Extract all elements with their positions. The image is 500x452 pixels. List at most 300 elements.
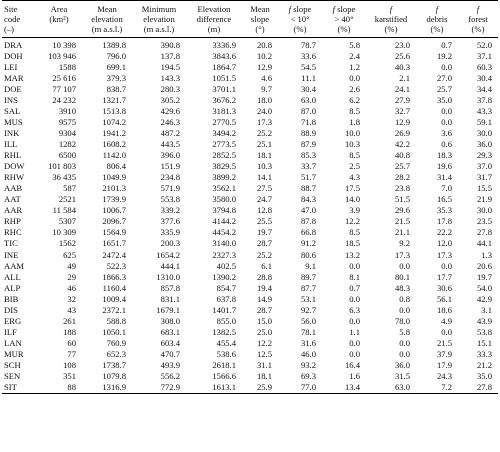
cell-mean_elev: 1651.7: [102, 238, 126, 249]
cell-mean_elev: 1050.1: [102, 326, 126, 337]
cell-site: MAR: [4, 72, 24, 83]
cell-mean_slope: 12.2: [256, 337, 272, 348]
column-header-line: code: [4, 14, 21, 25]
cell-elev_diff: 3829.5: [212, 161, 236, 172]
cell-mean_elev: 2472.4: [102, 249, 126, 260]
cell-site: RHL: [4, 150, 22, 161]
cell-site: LEI: [4, 61, 18, 72]
cell-slope_gt40: 2.5: [349, 161, 360, 172]
cell-karstified: 0.8: [399, 293, 410, 304]
cell-forest: 21.2: [476, 359, 492, 370]
cell-debris: 18.6: [436, 304, 452, 315]
cell-forest: 59.1: [476, 116, 492, 127]
cell-area: 10 398: [52, 39, 76, 50]
cell-karstified: 36.0: [394, 359, 410, 370]
cell-forest: 30.0: [476, 127, 492, 138]
cell-slope_lt10: 69.3: [300, 371, 316, 382]
cell-elev_diff: 3562.1: [212, 183, 236, 194]
cell-mean_elev: 1564.9: [102, 227, 126, 238]
cell-mean_slope: 12.5: [256, 348, 272, 359]
cell-site: ILL: [4, 139, 18, 150]
cell-karstified: 40.3: [394, 61, 410, 72]
column-header-line: forest: [468, 14, 488, 25]
cell-elev_diff: 3794.8: [212, 205, 236, 216]
cell-debris: 17.8: [436, 216, 452, 227]
cell-forest: 43.3: [476, 105, 492, 116]
cell-area: 2521: [58, 194, 76, 205]
cell-slope_lt10: 47.0: [300, 205, 316, 216]
cell-min_elev: 335.9: [160, 227, 180, 238]
cell-debris: 4.9: [441, 315, 452, 326]
cell-mean_slope: 19.7: [256, 227, 272, 238]
column-header-debris: [416, 1, 458, 38]
table-body: [2, 37, 498, 394]
cell-slope_gt40: 6.3: [349, 304, 360, 315]
cell-slope_gt40: 1.8: [349, 116, 360, 127]
cell-mean_elev: 1739.9: [102, 194, 126, 205]
cell-site: AAT: [4, 194, 21, 205]
cell-debris: 18.3: [436, 150, 452, 161]
cell-slope_lt10: 31.6: [300, 337, 316, 348]
cell-min_elev: 1654.2: [156, 249, 180, 260]
cell-mean_slope: 24.7: [256, 194, 272, 205]
cell-forest: 30.4: [476, 72, 492, 83]
cell-karstified: 23.0: [394, 39, 410, 50]
column-header-line: f: [476, 4, 480, 14]
cell-site: BIB: [4, 293, 19, 304]
cell-min_elev: 246.3: [160, 116, 180, 127]
cell-slope_gt40: 3.9: [349, 205, 360, 216]
cell-debris: 19.2: [436, 50, 452, 61]
cell-debris: 22.2: [436, 227, 452, 238]
cell-debris: 0.0: [441, 116, 452, 127]
cell-elev_diff: 402.5: [216, 260, 236, 271]
cell-area: 108: [63, 359, 76, 370]
cell-slope_lt10: 80.6: [300, 249, 316, 260]
cell-area: 1282: [58, 139, 76, 150]
cell-mean_slope: 9.7: [261, 83, 272, 94]
cell-mean_elev: 1321.7: [102, 94, 126, 105]
cell-elev_diff: 1613.1: [186, 382, 242, 394]
cell-mean_slope: 25.9: [242, 382, 278, 394]
cell-karstified: 2.1: [399, 72, 410, 83]
cell-debris: 24.3: [436, 371, 452, 382]
cell-mean_slope: 10.3: [256, 161, 272, 172]
column-header-line: (%): [430, 24, 444, 35]
cell-area: 6500: [58, 150, 76, 161]
column-header-line: f: [389, 4, 393, 14]
cell-slope_gt40: 6.2: [349, 94, 360, 105]
cell-site: RHW: [4, 172, 25, 183]
cell-site: ERG: [4, 315, 22, 326]
cell-elev_diff: 637.8: [216, 293, 236, 304]
cell-karstified: 29.6: [394, 205, 410, 216]
cell-area: 9575: [58, 116, 76, 127]
cell-slope_lt10: 33.7: [300, 161, 316, 172]
cell-elev_diff: 2618.1: [212, 359, 236, 370]
cell-area: 9304: [58, 127, 76, 138]
cell-site: AAM: [4, 260, 25, 271]
cell-forest: 37.8: [476, 94, 492, 105]
cell-site: LAN: [4, 337, 22, 348]
cell-slope_lt10: 71.8: [300, 116, 316, 127]
column-header-line: > 40°: [334, 14, 354, 25]
table-row: [2, 183, 498, 194]
cell-area: 11 584: [52, 205, 76, 216]
cell-forest: 23.5: [476, 216, 492, 227]
table-row: [2, 172, 498, 183]
cell-slope_gt40: 0.0: [349, 260, 360, 271]
cell-min_elev: 603.4: [160, 337, 180, 348]
cell-karstified: 0.0: [399, 260, 410, 271]
table-row: [2, 194, 498, 205]
cell-slope_gt40: 0.7: [349, 282, 360, 293]
cell-mean_slope: 12.9: [256, 61, 272, 72]
cell-debris: 16.5: [436, 194, 452, 205]
cell-area: 24 232: [52, 94, 76, 105]
cell-debris: 0.7: [441, 39, 452, 50]
cell-min_elev: 234.8: [160, 172, 180, 183]
cell-debris: 19.6: [436, 161, 452, 172]
cell-slope_gt40: 12.2: [344, 216, 360, 227]
cell-elev_diff: 538.6: [216, 348, 236, 359]
table-row: [2, 227, 498, 238]
cell-mean_elev: 1160.4: [102, 282, 126, 293]
column-header-line: f slope: [288, 4, 312, 14]
cell-forest: 34.4: [476, 83, 492, 94]
cell-karstified: 0.0: [399, 348, 410, 359]
cell-slope_lt10: 87.0: [300, 105, 316, 116]
cell-area: 101 803: [48, 161, 76, 172]
column-header-mean_elev: [82, 1, 132, 38]
cell-site: INS: [4, 94, 18, 105]
table-row: [2, 139, 498, 150]
cell-mean_slope: 10.2: [256, 50, 272, 61]
cell-site: ALP: [4, 282, 21, 293]
cell-mean_slope: 25.2: [256, 127, 272, 138]
cell-area: 351: [63, 371, 76, 382]
column-header-line: Site: [4, 4, 18, 14]
cell-debris: 17.3: [436, 249, 452, 260]
cell-debris: 35.0: [436, 94, 452, 105]
column-header-line: < 10°: [290, 14, 310, 25]
cell-forest: 43.9: [476, 315, 492, 326]
cell-mean_slope: 25.2: [256, 249, 272, 260]
cell-debris: 37.9: [436, 348, 452, 359]
cell-slope_gt40: 0.0: [349, 337, 360, 348]
cell-site: SAL: [4, 105, 21, 116]
cell-mean_slope: 25.5: [256, 216, 272, 227]
cell-slope_lt10: 30.4: [300, 83, 316, 94]
table-header: [2, 1, 498, 38]
cell-elev_diff: 3843.6: [212, 50, 236, 61]
cell-forest: 37.1: [476, 50, 492, 61]
cell-min_elev: 470.7: [160, 348, 180, 359]
cell-min_elev: 1679.1: [156, 304, 180, 315]
cell-mean_slope: 27.5: [256, 183, 272, 194]
cell-min_elev: 137.8: [160, 50, 180, 61]
cell-karstified: 32.7: [394, 105, 410, 116]
cell-slope_gt40: 4.3: [349, 172, 360, 183]
table-row: [2, 37, 498, 51]
cell-forest: 30.0: [476, 205, 492, 216]
cell-forest: 15.5: [476, 183, 492, 194]
cell-area: 49: [67, 260, 76, 271]
cell-slope_gt40: 13.2: [344, 249, 360, 260]
column-header-line: Area: [50, 4, 68, 14]
column-header-slope_gt40: [322, 1, 366, 38]
cell-site: RHC: [4, 227, 22, 238]
cell-min_elev: 308.0: [160, 315, 180, 326]
column-header-elev_diff: [186, 1, 242, 38]
cell-elev_diff: 854.7: [216, 282, 236, 293]
cell-debris: 56.1: [436, 293, 452, 304]
cell-slope_lt10: 9.1: [305, 260, 316, 271]
cell-site: ALL: [4, 271, 21, 282]
cell-mean_slope: 20.8: [256, 39, 272, 50]
cell-area: 77 107: [52, 83, 76, 94]
cell-slope_gt40: 17.5: [344, 183, 360, 194]
cell-debris: 0.0: [441, 326, 452, 337]
cell-debris: 0.0: [441, 260, 452, 271]
cell-elev_diff: 3580.0: [212, 194, 236, 205]
table-row: [2, 272, 498, 283]
cell-forest: 19.7: [476, 271, 492, 282]
cell-site: DOW: [4, 161, 25, 172]
cell-elev_diff: 455.4: [216, 337, 236, 348]
cell-slope_lt10: 87.8: [300, 216, 316, 227]
cell-forest: 33.3: [476, 348, 492, 359]
cell-site: DRA: [4, 39, 23, 50]
cell-area: 625: [63, 249, 76, 260]
cell-elev_diff: 855.0: [216, 315, 236, 326]
cell-karstified: 24.1: [394, 83, 410, 94]
cell-debris: 0.0: [441, 61, 452, 72]
table-row: [2, 73, 498, 84]
cell-slope_lt10: 88.7: [300, 183, 316, 194]
cell-karstified: 27.9: [394, 94, 410, 105]
cell-karstified: 9.2: [399, 238, 410, 249]
cell-min_elev: 151.9: [160, 161, 180, 172]
cell-min_elev: 556.2: [160, 371, 180, 382]
cell-slope_lt10: 84.3: [300, 194, 316, 205]
cell-elev_diff: 2327.3: [212, 249, 236, 260]
cell-slope_lt10: 66.8: [300, 227, 316, 238]
cell-forest: 3.1: [481, 304, 492, 315]
column-header-line: elevation: [91, 14, 123, 25]
cell-forest: 44.1: [476, 238, 492, 249]
cell-slope_gt40: 0.0: [349, 348, 360, 359]
cell-mean_elev: 699.1: [106, 61, 126, 72]
cell-mean_elev: 1513.8: [102, 105, 126, 116]
cell-slope_lt10: 88.9: [300, 127, 316, 138]
cell-elev_diff: 1051.5: [212, 72, 236, 83]
cell-site: SIT: [2, 382, 36, 394]
table-row: [2, 382, 498, 394]
cell-karstified: 48.3: [394, 282, 410, 293]
cell-min_elev: 429.6: [160, 105, 180, 116]
cell-debris: 0.0: [441, 105, 452, 116]
column-header-line: f slope: [332, 4, 356, 14]
cell-site: SEN: [4, 371, 21, 382]
table-row: [2, 84, 498, 95]
cell-area: 88: [36, 382, 82, 394]
cell-elev_diff: 3701.1: [212, 83, 236, 94]
table-row: [2, 305, 498, 316]
cell-karstified: 26.9: [394, 127, 410, 138]
table-row: [2, 327, 498, 338]
column-header-line: [38, 24, 80, 34]
cell-slope_gt40: 0.0: [349, 293, 360, 304]
cell-slope_lt10: 91.2: [300, 238, 316, 249]
cell-slope_gt40: 8.1: [349, 271, 360, 282]
cell-slope_gt40: 1.1: [349, 326, 360, 337]
cell-area: 5307: [58, 216, 76, 227]
column-header-line: (%): [471, 24, 485, 35]
cell-min_elev: 194.5: [160, 61, 180, 72]
cell-elev_diff: 4144.2: [212, 216, 236, 227]
cell-min_elev: 487.2: [160, 127, 180, 138]
cell-min_elev: 280.3: [160, 83, 180, 94]
column-header-line: (%): [293, 24, 307, 35]
cell-area: 36 435: [52, 172, 76, 183]
cell-elev_diff: 2852.5: [212, 150, 236, 161]
table-row: [2, 294, 498, 305]
table-row: [2, 205, 498, 216]
cell-slope_lt10: 33.6: [300, 50, 316, 61]
cell-slope_gt40: 1.2: [349, 61, 360, 72]
column-header-line: (%): [337, 24, 351, 35]
cell-elev_diff: 3140.0: [212, 238, 236, 249]
cell-mean_elev: 652.3: [106, 348, 126, 359]
cell-mean_elev: 1079.8: [102, 371, 126, 382]
cell-karstified: 78.0: [394, 315, 410, 326]
cell-mean_elev: 1142.0: [102, 150, 126, 161]
cell-mean_slope: 4.6: [261, 72, 272, 83]
cell-karstified: 23.8: [394, 183, 410, 194]
cell-forest: 52.0: [476, 39, 492, 50]
table-row: [2, 62, 498, 73]
cell-slope_lt10: 51.7: [300, 172, 316, 183]
cell-debris: 17.7: [436, 271, 452, 282]
cell-karstified: 25.6: [394, 50, 410, 61]
cell-mean_slope: 18.1: [256, 150, 272, 161]
cell-site: MUS: [4, 116, 23, 127]
cell-karstified: 21.5: [394, 216, 410, 227]
cell-mean_elev: 522.3: [106, 260, 126, 271]
column-header-line: (%): [384, 24, 398, 35]
cell-karstified: 42.2: [394, 139, 410, 150]
cell-area: 77: [67, 348, 76, 359]
cell-min_elev: 305.2: [160, 94, 180, 105]
cell-mean_slope: 14.1: [256, 172, 272, 183]
cell-min_elev: 443.5: [160, 139, 180, 150]
cell-area: 29: [67, 271, 76, 282]
cell-slope_lt10: 11.1: [301, 72, 316, 83]
cell-min_elev: 143.3: [160, 72, 180, 83]
cell-slope_gt40: 5.8: [349, 39, 360, 50]
cell-mean_slope: 25.0: [256, 326, 272, 337]
table-row: [2, 250, 498, 261]
cell-min_elev: 772.9: [132, 382, 186, 394]
column-header-slope_lt10: [278, 1, 322, 38]
cell-mean_slope: 12.8: [256, 205, 272, 216]
cell-karstified: 63.0: [366, 382, 416, 394]
cell-debris: 7.0: [441, 183, 452, 194]
cell-site: TIC: [4, 238, 18, 249]
cell-forest: 60.3: [476, 61, 492, 72]
cell-slope_gt40: 18.5: [344, 238, 360, 249]
cell-area: 60: [67, 337, 76, 348]
cell-karstified: 5.8: [399, 326, 410, 337]
cell-elev_diff: 1390.2: [212, 271, 236, 282]
column-header-line: slope: [250, 14, 270, 25]
cell-min_elev: 683.1: [160, 326, 180, 337]
column-header-line: (m): [207, 24, 221, 35]
cell-slope_lt10: 87.7: [300, 282, 316, 293]
cell-forest: 21.9: [476, 194, 492, 205]
cell-forest: 20.6: [476, 260, 492, 271]
cell-area: 587: [63, 183, 76, 194]
cell-slope_gt40: 13.4: [322, 382, 366, 394]
cell-mean_slope: 14.9: [256, 293, 272, 304]
cell-debris: 7.2: [416, 382, 458, 394]
table-row: [2, 371, 498, 382]
cell-min_elev: 553.8: [160, 194, 180, 205]
cell-debris: 35.3: [436, 205, 452, 216]
cell-forest: 53.8: [476, 326, 492, 337]
cell-mean_elev: 2096.7: [102, 216, 126, 227]
cell-slope_lt10: 89.7: [300, 271, 316, 282]
cell-debris: 25.7: [436, 83, 452, 94]
cell-min_elev: 857.8: [160, 282, 180, 293]
cell-min_elev: 339.2: [160, 205, 180, 216]
cell-mean_elev: 1941.2: [102, 127, 126, 138]
cell-slope_gt40: 16.4: [344, 359, 360, 370]
site-characteristics-table: [2, 0, 498, 394]
column-header-line: Minimum: [141, 4, 177, 14]
cell-karstified: 25.7: [394, 161, 410, 172]
cell-area: 10 309: [52, 227, 76, 238]
cell-slope_lt10: 77.0: [278, 382, 322, 394]
cell-mean_elev: 838.7: [106, 83, 126, 94]
cell-slope_gt40: 14.0: [344, 194, 360, 205]
table-row: [2, 117, 498, 128]
table-row: [2, 283, 498, 294]
cell-karstified: 17.3: [394, 249, 410, 260]
cell-karstified: 31.5: [394, 371, 410, 382]
cell-area: 1562: [58, 238, 76, 249]
cell-mean_slope: 18.0: [256, 94, 272, 105]
cell-slope_gt40: 0.0: [349, 72, 360, 83]
cell-mean_slope: 31.1: [256, 359, 272, 370]
cell-karstified: 12.9: [394, 116, 410, 127]
cell-elev_diff: 3676.2: [212, 94, 236, 105]
cell-site: DOE: [4, 83, 22, 94]
cell-slope_lt10: 46.0: [300, 348, 316, 359]
cell-debris: 31.4: [436, 172, 452, 183]
cell-mean_elev: 2372.1: [102, 304, 126, 315]
cell-debris: 0.6: [441, 139, 452, 150]
cell-min_elev: 390.8: [160, 39, 180, 50]
cell-elev_diff: 4454.2: [212, 227, 236, 238]
cell-area: 32: [67, 293, 76, 304]
cell-min_elev: 444.1: [160, 260, 180, 271]
cell-forest: 37.0: [476, 161, 492, 172]
cell-mean_elev: 588.8: [106, 315, 126, 326]
cell-forest: 35.0: [476, 371, 492, 382]
cell-debris: 17.9: [436, 359, 452, 370]
